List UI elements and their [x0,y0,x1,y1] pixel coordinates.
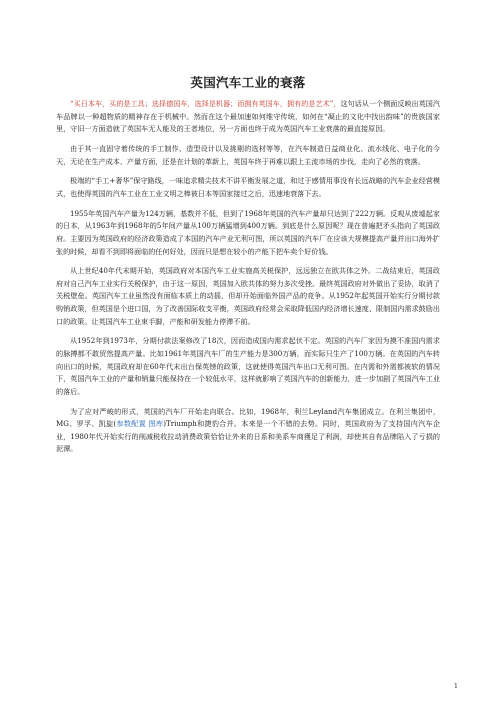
paragraph-4: 1955年英国汽车产量为124万辆，基数并不低，但到了1968年英国的汽车产量却只达到了222万辆。反观从废墟起家的日本，从1963年到1968年的5年间产量从100万辆猛增到400万辆。到底是什么原因呢？现在普遍把矛头指向了英国政府。主要因为英国政府的经济政策造成了本国的汽车产业无利可图，所以英国的汽车厂在应该大规模提高产量并出口海外扩张的时候，却看不到即将面临的任何好处，因而只是想在较小的产能下把车卖个好价钱。 [56,208,440,256]
spec-gallery-link[interactable]: 参数配置 图库 [116,419,164,429]
paragraph-7-text-after: )Triumph和捷豹合并。本来是一个不错的去势。同时，英国政府为了支持国内汽车企业，1980年代开始实行的削减税收拉动消费政策恰恰让外来的日系和美系车商獲足了利润，却使其自有品牌陷入了亏损的泥潭。 [56,419,440,454]
paragraph-5: 从上世纪40年代末期开始，英国政府对本国汽车工业实施高关税保护，远远独立在欧共体之外。二战结束后，英国政府对自己汽车工业实行关税保护，由于这一原因，英国加入欧共体的努力多次受挫。最终英国政府对外做出了妥协，取消了关税壁垒。英国汽车工业虽然没有面临本质上的动摇，但却开始面临外国产品的竞争。从1952年起英国开始实行分期付款购销政策，但英国是个进口国，为了改善国际收支平衡，英国政府经常会采取降低国内经济增长速度、限制国内需求鼓励出口的政策。让英国汽车工业束手脚，产能和研发能力停滞不前。 [56,266,440,326]
page-number: 1 [453,682,458,690]
paragraph-1 [56,98,440,136]
paragraph-7-text-before: 为了应对严峻的形式，英国的汽车厂开始走向联合。比如，1968年，利兰Leyland汽车集团成立。在利兰集团中，MG、罗孚、凯旋( [56,406,440,429]
paragraph-6: 从1952年到1973年，分期付款法案修改了18次，因而造成国内需求起伏不定。英国的汽车厂家因为摸不准国内需求的脉搏都不敢贸然提高产量。比如1961年英国汽车厂的生产能力是300万辆，而实际只生产了100万辆。在英国的汽车转向出口的时候，英国政府却在60年代末出台保英镑的政策，这就使得英国汽车出口无利可图。在内需和外需都被软的情况下，英国汽车工业的产量和销量只能保持在一个较低水平，这样就影响了英国汽车的创新能力，进一步加剧了英国汽车工业的落后。 [56,336,440,396]
paragraph-3: 极端的“手工+奢华”保守路线，一味追求精尖技术不讲平衡发展之道，和过于感情用事没有长远战略的汽车企业经营模式，也使得英国的汽车工业在工业文明之棒被日本等国家接过之后，迅速地衰落下去。 [56,176,440,198]
document-title: 英国汽车工业的衰落 [190,75,306,90]
document-body [56,98,440,463]
paragraph-1-text: 这句话从一个侧面反映出英国汽车品牌以一种超物质的精神存在于机械中。然而在这个最加速如何维守传统，如何在“凝止的文化中找出韵味”的贵族国家里，守旧一方面造就了英国车无人能及的王者地位，另一方面也终于成为英国汽车工业衰落的最直接原因。 [56,99,440,134]
paragraph-2: 由于其一直固守着传统的手工制作、造型设计以及挑剔的选材等等，在汽车制造日益商业化、流水线化、电子化的今天，无论在生产成本、产量方面，还是在计划的革新上，英国车终于再难以跟上主流市场的步伐，走向了必然的衰落。 [56,143,440,166]
paragraph-7 [56,406,440,456]
opening-quote: “买日本车，买的是工具；选择德国车，选择是机器；而拥有英国车，拥有的是艺术”， [70,99,341,108]
